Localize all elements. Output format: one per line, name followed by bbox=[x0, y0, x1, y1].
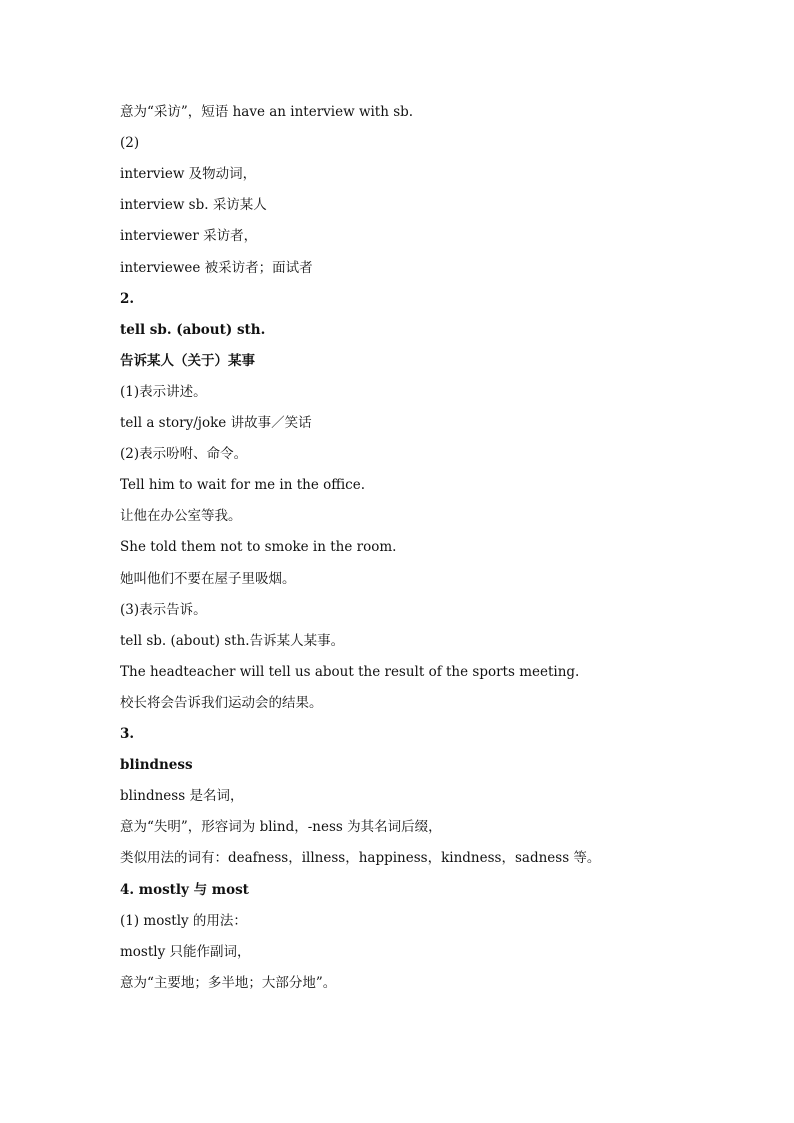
text-line: The headteacher will tell us about the result of the sports meeting. bbox=[120, 663, 580, 680]
text-line: 她叫他们不要在屋子里吸烟。 bbox=[120, 570, 296, 587]
section-heading: 告诉某人（关于）某事 bbox=[120, 352, 255, 369]
text-line: Tell him to wait for me in the office. bbox=[120, 477, 365, 494]
section-heading: 4. mostly 与 most bbox=[120, 881, 249, 898]
section-heading: 3. bbox=[120, 726, 135, 742]
text-line: 意为“失明”，形容词为 blind，-ness 为其名词后缀， bbox=[120, 819, 442, 836]
text-line: (2) bbox=[120, 135, 140, 152]
text-line: (1) mostly 的用法： bbox=[120, 912, 247, 929]
text-line: tell sb. (about) sth.告诉某人某事。 bbox=[120, 632, 345, 649]
text-line: interview 及物动词， bbox=[120, 166, 257, 183]
text-line: (3)表示告诉。 bbox=[120, 601, 207, 618]
section-heading: 2. bbox=[120, 290, 135, 307]
section-heading: blindness bbox=[120, 757, 193, 774]
text-line: mostly 只能作副词， bbox=[120, 943, 251, 960]
text-line: She told them not to smoke in the room. bbox=[120, 539, 397, 556]
text-line: (2)表示吩咐、命令。 bbox=[120, 446, 248, 463]
text-line: interview sb. 采访某人 bbox=[120, 197, 267, 214]
text-line: (1)表示讲述。 bbox=[120, 383, 207, 400]
text-line: 类似用法的词有：deafness，illness，happiness，kindness，sadness 等。 bbox=[120, 850, 601, 867]
text-line: 意为“主要地；多半地；大部分地”。 bbox=[120, 974, 337, 991]
text-line: tell a story/joke 讲故事／笑话 bbox=[120, 415, 312, 431]
text-line: 意为“采访”，短语 have an interview with sb. bbox=[120, 104, 414, 120]
text-line: interviewee 被采访者；面试者 bbox=[120, 259, 313, 276]
section-heading: tell sb. (about) sth. bbox=[120, 321, 266, 338]
text-line: 让他在办公室等我。 bbox=[120, 508, 242, 525]
text-line: 校长将会告诉我们运动会的结果。 bbox=[120, 694, 323, 711]
text-line: interviewer 采访者， bbox=[120, 228, 258, 245]
text-line: blindness 是名词， bbox=[120, 788, 244, 805]
